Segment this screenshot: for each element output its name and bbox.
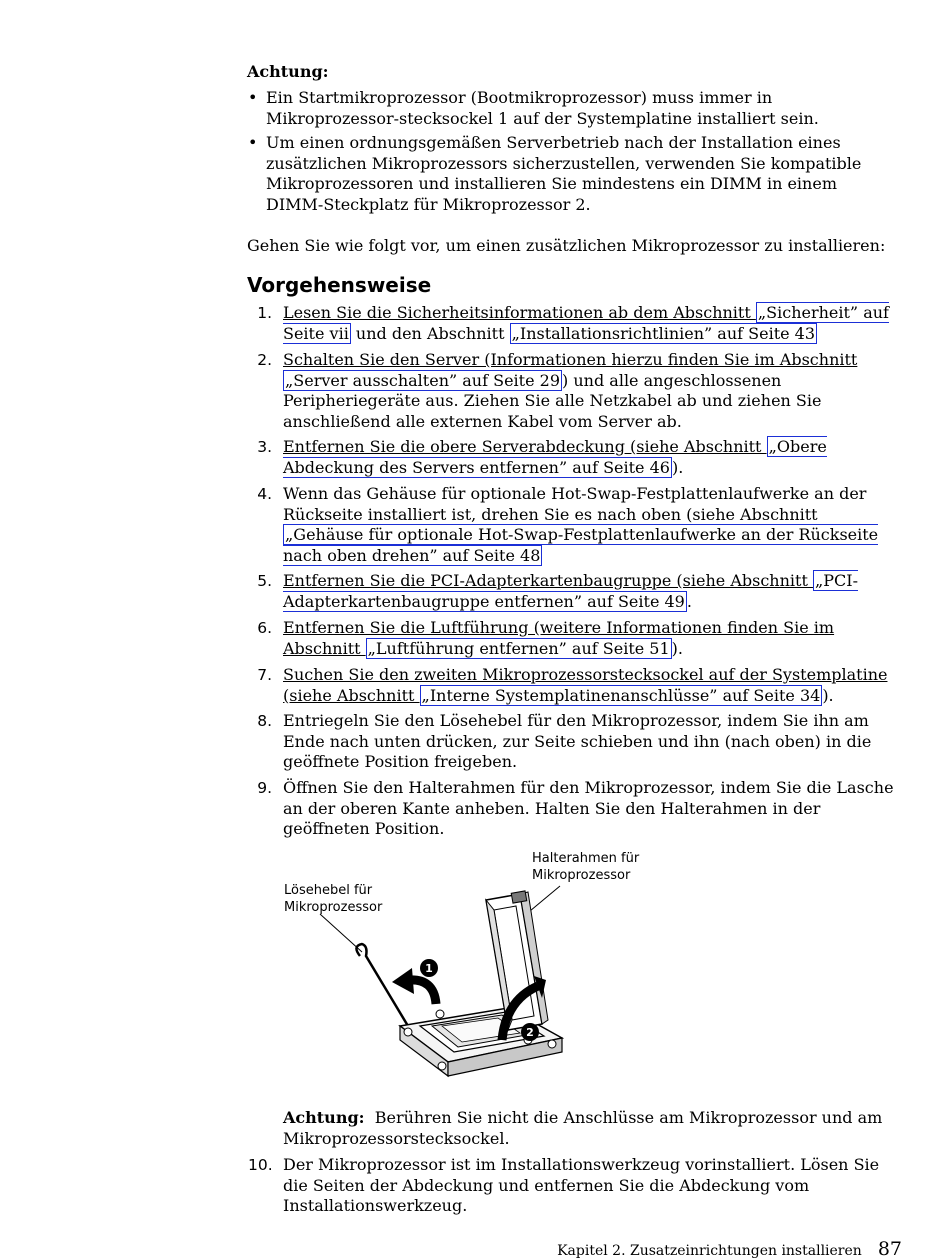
step-5	[248, 571, 898, 612]
step-number: 8.	[257, 712, 272, 730]
step-text: Entfernen Sie die PCI-Adapterkartenbaugruppe (siehe Abschnitt	[283, 571, 813, 590]
attention-heading: Achtung:	[247, 62, 329, 81]
step-number: 9.	[257, 779, 272, 797]
link-pci-adapter[interactable]: „PCI-Adapterkartenbaugruppe entfernen” auf Seite 49	[283, 571, 858, 611]
bullet-text: Ein Startmikroprozessor (Bootmikroprozessor) muss immer in Mikroprozessor-stecksockel 1 auf der Systemplatine installiert sein.	[266, 88, 819, 128]
step-text: ) und alle angeschlossenen Peripheriegeräte aus. Ziehen Sie alle Netzkabel ab und ziehen Sie anschließend alle externen Kabel vom Server ab.	[283, 370, 822, 431]
step-text: .	[686, 591, 692, 611]
processor-socket-figure	[280, 848, 680, 1088]
caution-label: Achtung:	[283, 1108, 365, 1127]
step-number: 6.	[257, 619, 272, 637]
step-10	[248, 1155, 898, 1217]
link-sicherheit[interactable]: „Sicherheit” auf Seite vii	[283, 303, 889, 343]
step-text: Lesen Sie die Sicherheitsinformationen ab dem Abschnitt	[283, 303, 756, 322]
caution-note	[283, 1108, 895, 1149]
step-text: Schalten Sie den Server (Informationen hierzu finden Sie im Abschnitt	[283, 350, 858, 369]
step-text: ).	[671, 638, 683, 658]
bullet-text: Um einen ordnungsgemäßen Serverbetrieb nach der Installation eines zusätzlichen Mikroprozessors sicherzustellen, verwenden Sie kompatible Mikroprozessoren und installieren Sie mindestens ein DIMM in einem DIMM-Steckplatz für Mikroprozessor 2.	[266, 133, 862, 214]
step-text: Entfernen Sie die Luftführung (weitere Informationen finden Sie im Abschnitt	[283, 618, 835, 658]
step-number: 3.	[257, 438, 272, 456]
step-number: 10.	[248, 1156, 273, 1174]
link-installationsrichtlinien[interactable]: „Installationsrichtlinien” auf Seite 43	[511, 323, 816, 343]
step-7	[248, 665, 898, 706]
step-text: ).	[822, 685, 834, 705]
footer-chapter: Kapitel 2. Zusatzeinrichtungen installieren	[557, 1243, 862, 1259]
bullet-marker: •	[248, 88, 258, 107]
link-luftfuehrung[interactable]: „Luftführung entfernen” auf Seite 51	[367, 638, 670, 658]
bullet-marker: •	[248, 133, 258, 152]
step-1	[248, 303, 898, 344]
callout-2: 2	[526, 1026, 534, 1039]
step-9	[248, 778, 898, 840]
link-server-ausschalten[interactable]: „Server ausschalten” auf Seite 29	[285, 370, 561, 390]
attention-bullet	[248, 133, 898, 215]
step-3	[248, 437, 898, 478]
intro-paragraph: Gehen Sie wie folgt vor, um einen zusätzlichen Mikroprozessor zu installieren:	[247, 236, 886, 255]
link-systemplatinenanschluesse[interactable]: „Interne Systemplatinenanschlüsse” auf Seite 34	[421, 685, 821, 705]
step-8	[248, 711, 898, 773]
step-number: 7.	[257, 666, 272, 684]
step-text: ).	[671, 457, 684, 477]
step-text: Entfernen Sie die obere Serverabdeckung (siehe Abschnitt	[283, 437, 767, 456]
step-6	[248, 618, 898, 659]
callout-1: 1	[425, 962, 433, 975]
label-retention-frame: Halterahmen für Mikroprozessor	[532, 851, 640, 883]
step-text: Wenn das Gehäuse für optionale Hot-Swap-Festplattenlaufwerke an der Rückseite installiert ist, drehen Sie es nach oben (siehe Abschnitt	[283, 484, 867, 524]
label-release-lever: Lösehebel für Mikroprozessor	[284, 883, 383, 915]
page-footer	[557, 1238, 902, 1260]
section-title: Vorgehensweise	[247, 273, 432, 297]
link-gehaeuse-drehen[interactable]: „Gehäuse für optionale Hot-Swap-Festplattenlaufwerke an der Rückseite nach oben drehen” auf Seite 48	[283, 525, 879, 565]
step-number: 4.	[257, 485, 272, 503]
page-number: 87	[877, 1238, 902, 1260]
link-obere-abdeckung[interactable]: „Obere Abdeckung des Servers entfernen” auf Seite 46	[283, 437, 827, 477]
caution-text: Berühren Sie nicht die Anschlüsse am Mikroprozessor und am Mikroprozessorstecksockel.	[283, 1108, 883, 1148]
step-text: Entriegeln Sie den Lösehebel für den Mikroprozessor, indem Sie ihn am Ende nach unten drücken, zur Seite schieben und ihn (nach oben) in die geöffnete Position freigeben.	[283, 711, 872, 771]
step-number: 5.	[257, 572, 272, 590]
step-number: 2.	[257, 351, 272, 369]
step-text: Öffnen Sie den Halterahmen für den Mikroprozessor, indem Sie die Lasche an der oberen Kante anheben. Halten Sie den Halterahmen in der geöffneten Position.	[283, 778, 894, 838]
step-4	[248, 484, 898, 566]
step-text: Der Mikroprozessor ist im Installationswerkzeug vorinstalliert. Lösen Sie die Seiten der Abdeckung und entfernen Sie die Abdeckung vom Installationswerkzeug.	[283, 1155, 880, 1215]
attention-bullet	[248, 88, 898, 129]
step-text: Suchen Sie den zweiten Mikroprozessorstecksockel auf der Systemplatine (siehe Abschnitt	[283, 665, 888, 705]
step-text: und den Abschnitt	[350, 323, 510, 343]
step-number: 1.	[257, 304, 272, 322]
step-2	[248, 350, 898, 432]
